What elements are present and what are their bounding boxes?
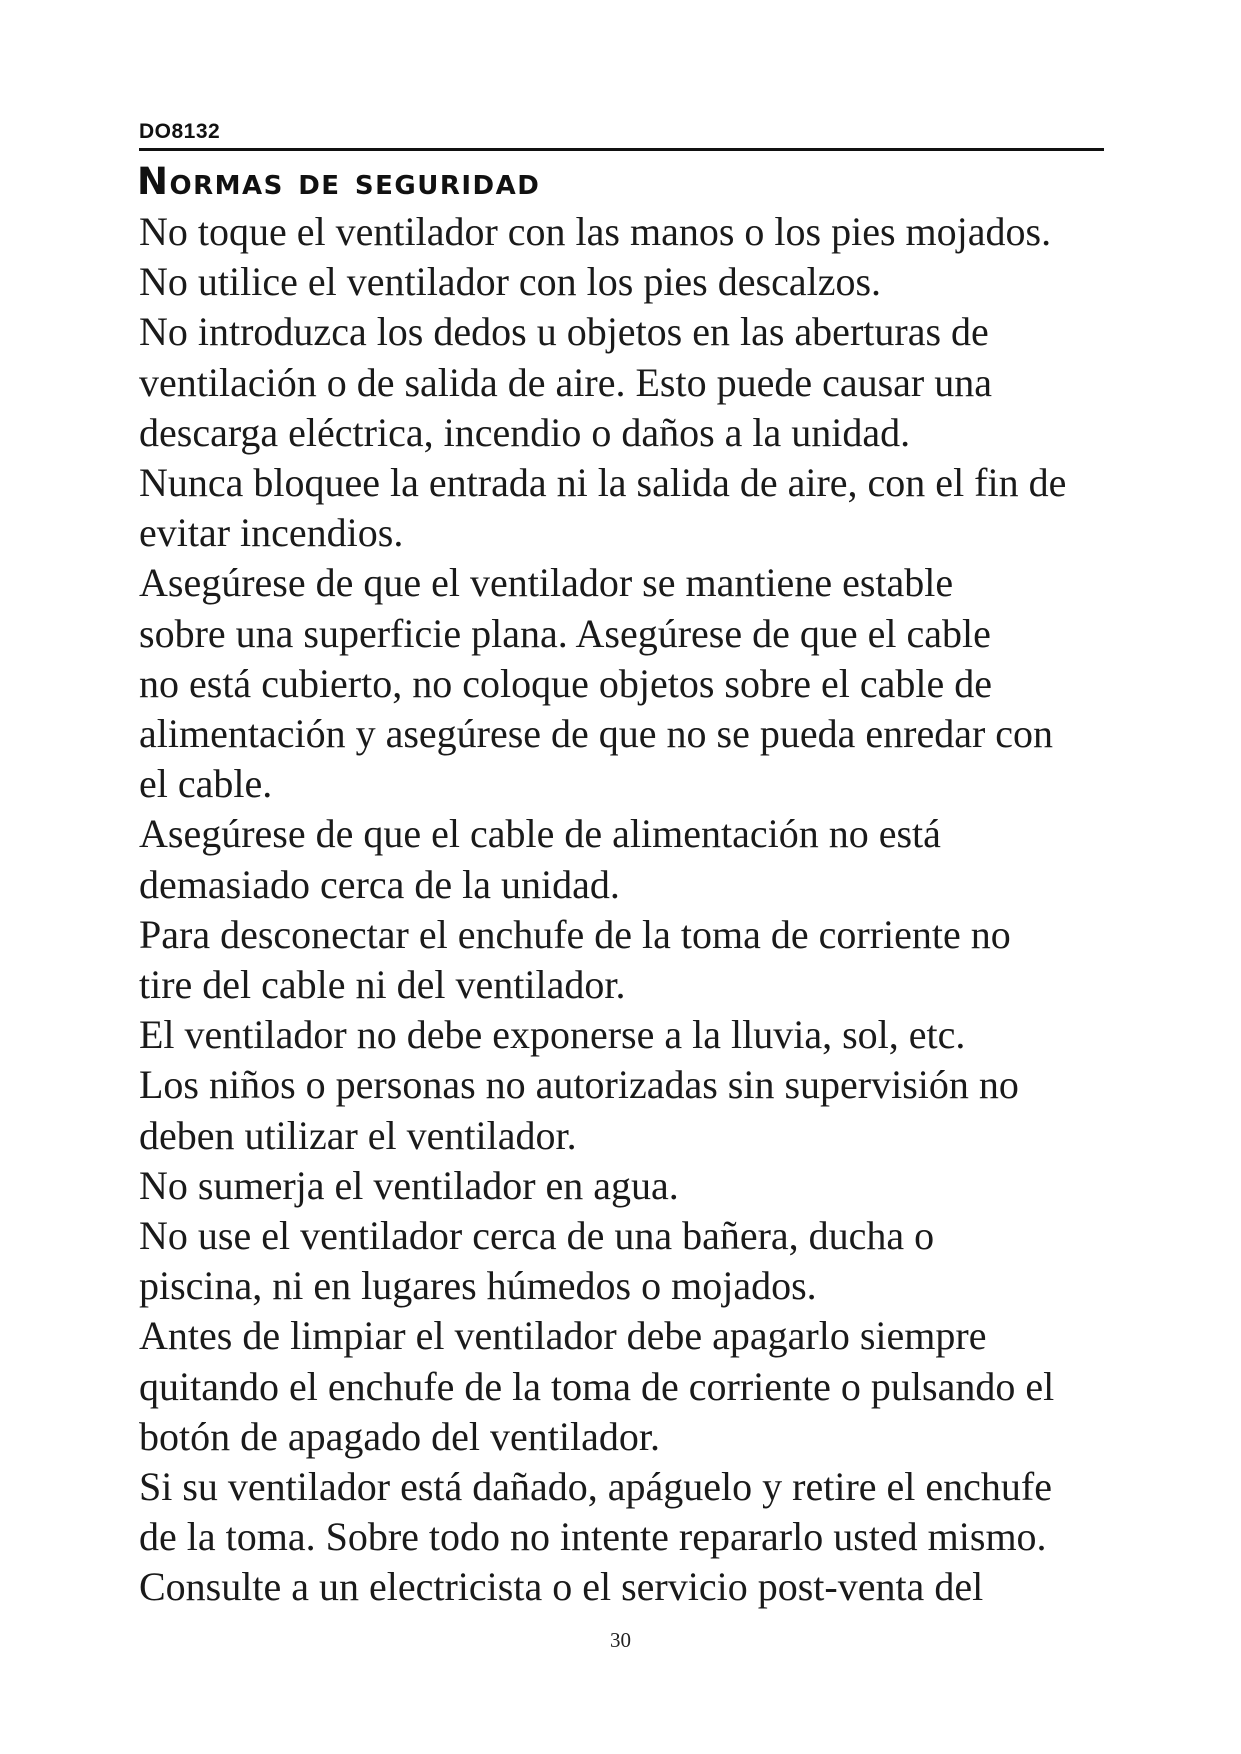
text-line: botón de apagado del ventilador.	[139, 1413, 660, 1459]
page-number: 30	[610, 1628, 631, 1652]
text-line: Si su ventilador está dañado, apáguelo y retire el enchufe	[139, 1464, 1052, 1510]
text-line: tire del cable ni del ventilador.	[139, 962, 626, 1008]
text-line: No toque el ventilador con las manos o los pies mojados.	[139, 209, 1052, 254]
text-line: No sumerja el ventilador en agua.	[139, 1162, 679, 1208]
text-line: demasiado cerca de la unidad.	[139, 861, 620, 907]
text-line: el cable.	[139, 761, 273, 807]
text-line: de la toma. Sobre todo no intente repararlo usted mismo.	[139, 1514, 1047, 1560]
header-divider	[139, 148, 1104, 151]
text-line: Antes de limpiar el ventilador debe apagarlo siempre	[139, 1313, 987, 1359]
text-line: El ventilador no debe exponerse a la lluvia, sol, etc.	[139, 1012, 966, 1058]
text-line: Para desconectar el enchufe de la toma de corriente no	[139, 911, 1011, 957]
safety-instructions	[139, 207, 1119, 1613]
text-line: Nunca bloquee la entrada ni la salida de aire, con el fin de	[139, 460, 1067, 506]
text-line: sobre una superficie plana. Asegúrese de que el cable	[139, 610, 991, 656]
text-line: quitando el enchufe de la toma de corriente o pulsando el	[139, 1363, 1055, 1409]
text-line: Asegúrese de que el cable de alimentación no está	[139, 811, 941, 857]
text-line: No introduzca los dedos u objetos en las aberturas de	[139, 309, 989, 355]
text-line: Asegúrese de que el ventilador se mantiene estable	[139, 560, 954, 606]
text-line: evitar incendios.	[139, 510, 404, 556]
text-line: piscina, ni en lugares húmedos o mojados.	[139, 1263, 817, 1309]
text-line: no está cubierto, no coloque objetos sobre el cable de	[139, 660, 993, 706]
text-line: deben utilizar el ventilador.	[139, 1112, 577, 1158]
text-line: ventilación o de salida de aire. Esto puede causar una	[139, 359, 992, 405]
text-line: No use el ventilador cerca de una bañera, ducha o	[139, 1213, 935, 1259]
text-line: Consulte a un electricista o el servicio post-venta del	[139, 1564, 984, 1610]
model-code: DO8132	[139, 120, 221, 143]
text-line: descarga eléctrica, incendio o daños a la unidad.	[139, 409, 911, 455]
text-line: Los niños o personas no autorizadas sin supervisión no	[139, 1062, 1019, 1108]
text-line: alimentación y asegúrese de que no se pueda enredar con	[139, 711, 1054, 757]
section-title: Normas de seguridad	[137, 160, 541, 203]
text-line: No utilice el ventilador con los pies descalzos.	[139, 259, 882, 305]
